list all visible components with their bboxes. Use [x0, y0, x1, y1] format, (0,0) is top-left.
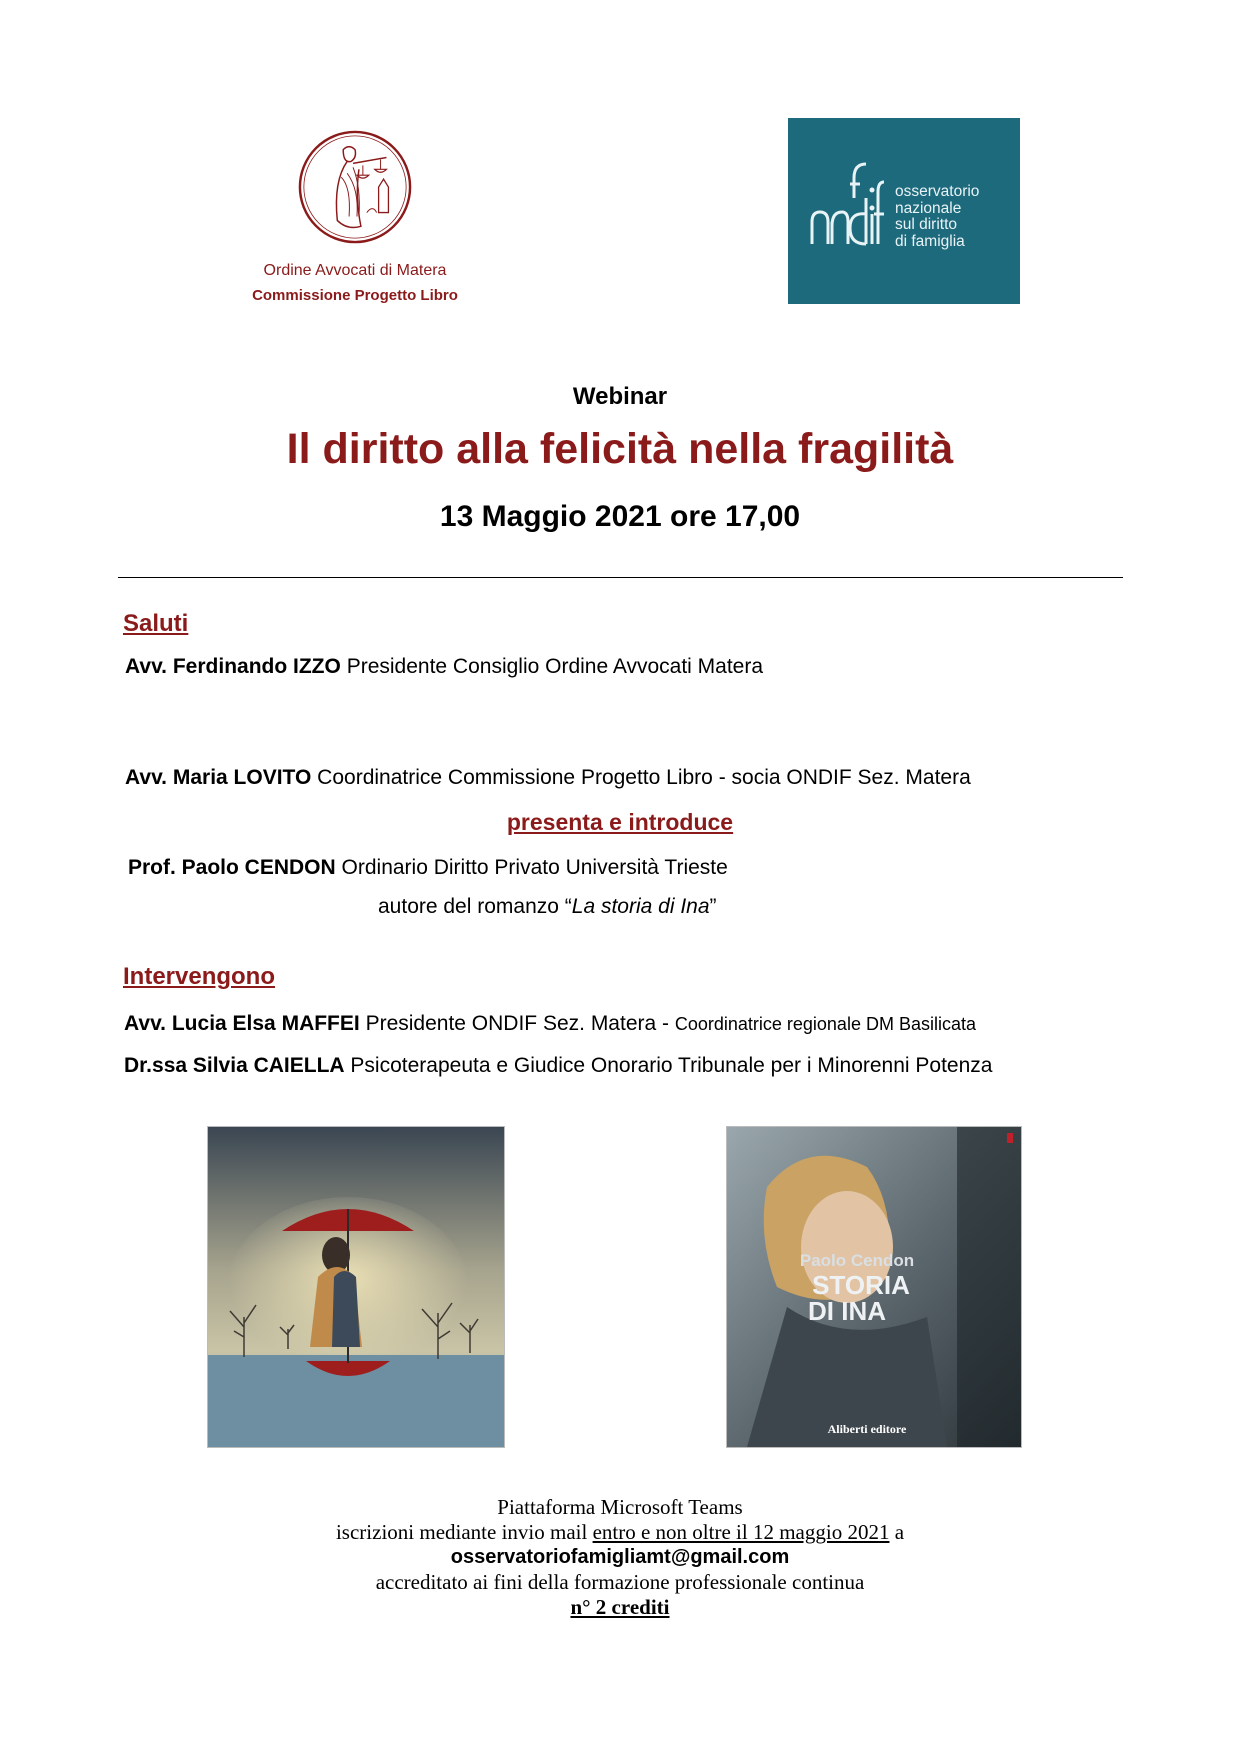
- presents-label: presenta e introduce: [506, 809, 734, 835]
- event-title: Il diritto alla felicità nella fragilità: [286, 425, 954, 473]
- speaker-maffei: [124, 1012, 976, 1036]
- speaker-name: Avv. Maria LOVITO: [125, 766, 312, 789]
- accreditation-line: accreditato ai fini della formazione professionale continua: [375, 1570, 865, 1594]
- ondif-line: nazionale: [895, 199, 962, 217]
- presents-line: [0, 809, 1240, 836]
- cover-author: Paolo Cendon: [799, 1251, 915, 1270]
- ordine-avvocati-logo: [240, 128, 470, 308]
- book-cover-art: [727, 1127, 1021, 1447]
- speaker-role: Presidente Consiglio Ordine Avvocati Matera: [340, 655, 764, 678]
- ondif-wordmark-icon: [808, 158, 884, 258]
- registration-line: [0, 1520, 1240, 1545]
- speaker-lovito: [125, 766, 971, 790]
- commission-name: Commissione Progetto Libro: [252, 287, 458, 304]
- org-name: Ordine Avvocati di Matera: [263, 262, 447, 279]
- speaker-role: Psicoterapeuta e Giudice Onorario Tribunale per i Minorenni Potenza: [344, 1054, 993, 1077]
- intervengono-heading: Intervengono: [123, 963, 276, 990]
- speaker-name: Prof. Paolo CENDON: [128, 856, 336, 879]
- cover-publisher: Aliberti editore: [827, 1422, 907, 1436]
- registration-deadline: entro e non oltre il 12 maggio 2021: [592, 1520, 890, 1544]
- umbrella-couple-painting: [207, 1126, 505, 1448]
- speaker-caiella: [124, 1054, 992, 1078]
- speaker-role: Ordinario Diritto Privato Università Trieste: [335, 856, 728, 879]
- contact-email[interactable]: osservatoriofamigliamt@gmail.com: [450, 1546, 790, 1568]
- footer: [0, 1495, 1240, 1620]
- speaker-name: Avv. Lucia Elsa MAFFEI: [124, 1012, 360, 1035]
- speaker-role: Presidente ONDIF Sez. Matera -: [359, 1012, 675, 1035]
- ondif-line: osservatorio: [895, 183, 980, 200]
- cover-title-line1: STORIA: [812, 1270, 910, 1300]
- ondif-line: di famiglia: [895, 232, 965, 250]
- novel-prefix: autore del romanzo “: [378, 895, 572, 918]
- event-type: Webinar: [572, 383, 668, 410]
- event-date: 13 Maggio 2021 ore 17,00: [439, 500, 801, 533]
- novel-title: La storia di Ina: [571, 895, 710, 918]
- speaker-izzo: [125, 655, 763, 679]
- novel-suffix: ”: [709, 895, 717, 918]
- speaker-name: Avv. Ferdinando IZZO: [125, 655, 341, 678]
- author-cendon: [128, 856, 728, 880]
- cover-title-line2: DI INA: [808, 1296, 886, 1326]
- justice-seal-icon: [296, 128, 414, 246]
- divider: [118, 577, 1123, 578]
- speaker-name: Dr.ssa Silvia CAIELLA: [124, 1054, 345, 1077]
- speaker-role: Coordinatrice Commissione Progetto Libro - socia ONDIF Sez. Matera: [311, 766, 971, 789]
- speaker-extra-role: Coordinatrice regionale DM Basilicata: [674, 1014, 976, 1034]
- platform-line: Piattaforma Microsoft Teams: [497, 1495, 743, 1519]
- registration-suffix: a: [889, 1520, 905, 1544]
- registration-prefix: iscrizioni mediante invio mail: [335, 1520, 593, 1544]
- saluti-heading: Saluti: [123, 610, 189, 637]
- credits-line: n° 2 crediti: [570, 1595, 670, 1619]
- novel-line: [378, 895, 717, 919]
- ondif-line: sul diritto: [895, 216, 958, 233]
- book-cover: [726, 1126, 1022, 1448]
- ondif-name: [895, 184, 979, 250]
- ondif-logo: [788, 118, 1020, 304]
- umbrella-painting-icon: [208, 1127, 504, 1447]
